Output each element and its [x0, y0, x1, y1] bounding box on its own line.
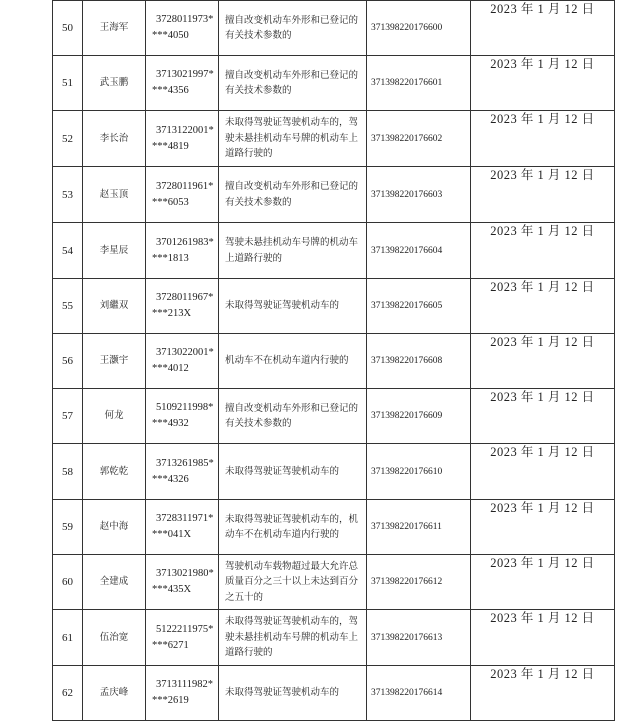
record-id-number [146, 279, 219, 334]
id-line-2: ***4356 [152, 85, 189, 96]
record-date: 2023 年 1 月 12 日 [471, 1, 615, 56]
table-row [53, 500, 615, 555]
id-line-2: ***1813 [152, 252, 189, 264]
record-violation: 擅自改变机动车外形和已登记的有关技术参数的 [219, 1, 367, 56]
id-line-2: ***4050 [152, 30, 189, 41]
record-id-number [146, 444, 219, 500]
id-line-2: ***6271 [152, 639, 189, 651]
record-decision-code: 371398220176609 [367, 389, 471, 444]
record-id-number [146, 555, 219, 610]
id-line-2: ***041X [152, 529, 192, 540]
record-violation: 驾驶未悬挂机动车号牌的机动车上道路行驶的 [219, 223, 367, 279]
record-decision-code: 371398220176612 [367, 555, 471, 610]
id-line-2: ***6053 [152, 196, 189, 208]
record-decision-code: 371398220176608 [367, 334, 471, 389]
table-row [53, 666, 615, 721]
record-violation: 机动车不在机动车道内行驶的 [219, 334, 367, 389]
record-number: 56 [53, 334, 83, 389]
table-row [53, 389, 615, 444]
id-line-1: 3713021997* [156, 69, 214, 80]
record-number: 52 [53, 111, 83, 167]
record-violation: 擅自改变机动车外形和已登记的有关技术参数的 [219, 56, 367, 111]
id-line-1: 3713111982* [156, 679, 213, 690]
record-id-number [146, 223, 219, 279]
record-id-number [146, 666, 219, 721]
id-line-1: 3728011961* [156, 180, 214, 192]
record-id-number [146, 389, 219, 444]
record-number: 50 [53, 1, 83, 56]
id-line-1: 3713261985* [156, 457, 214, 469]
id-line-1: 3728011973* [156, 14, 214, 25]
record-decision-code: 371398220176611 [367, 500, 471, 555]
record-date: 2023 年 1 月 12 日 [471, 389, 615, 444]
table-row [53, 1, 615, 56]
records-table [52, 0, 615, 721]
record-violation: 未取得驾驶证驾驶机动车的，机动车不在机动车道内行驶的 [219, 500, 367, 555]
record-violation: 未取得驾驶证驾驶机动车的 [219, 666, 367, 721]
id-line-1: 3713122001* [156, 124, 214, 136]
record-violation: 擅自改变机动车外形和已登记的有关技术参数的 [219, 389, 367, 444]
record-date: 2023 年 1 月 12 日 [471, 555, 615, 610]
record-date: 2023 年 1 月 12 日 [471, 666, 615, 721]
record-violation: 未取得驾驶证驾驶机动车的 [219, 279, 367, 334]
id-line-2: ***4819 [152, 140, 189, 152]
record-id-number [146, 610, 219, 666]
record-id-number [146, 56, 219, 111]
record-name: 王海军 [83, 1, 146, 56]
record-id-number [146, 500, 219, 555]
record-number: 51 [53, 56, 83, 111]
record-violation: 未取得驾驶证驾驶机动车的，驾驶未悬挂机动车号牌的机动车上道路行驶的 [219, 610, 367, 666]
record-id-number [146, 111, 219, 167]
record-id-number [146, 167, 219, 223]
record-date: 2023 年 1 月 12 日 [471, 610, 615, 666]
table-row [53, 444, 615, 500]
record-date: 2023 年 1 月 12 日 [471, 334, 615, 389]
record-name: 郭乾乾 [83, 444, 146, 500]
table-row [53, 279, 615, 334]
id-line-2: ***4932 [152, 418, 189, 429]
id-line-1: 3728011967* [156, 292, 214, 303]
id-line-2: ***2619 [152, 695, 189, 706]
record-decision-code: 371398220176602 [367, 111, 471, 167]
table-row [53, 334, 615, 389]
record-decision-code: 371398220176600 [367, 1, 471, 56]
record-name: 全建成 [83, 555, 146, 610]
table-row [53, 610, 615, 666]
id-line-1: 3713022001* [156, 347, 214, 358]
record-name: 伍治宽 [83, 610, 146, 666]
record-name: 刘繼双 [83, 279, 146, 334]
id-line-1: 3713021980* [156, 568, 214, 579]
table-row [53, 223, 615, 279]
id-line-2: ***435X [152, 584, 192, 595]
id-line-2: ***4012 [152, 363, 189, 374]
record-number: 54 [53, 223, 83, 279]
record-decision-code: 371398220176605 [367, 279, 471, 334]
record-number: 62 [53, 666, 83, 721]
record-name: 王灏宇 [83, 334, 146, 389]
record-decision-code: 371398220176610 [367, 444, 471, 500]
record-violation: 擅自改变机动车外形和已登记的有关技术参数的 [219, 167, 367, 223]
id-line-2: ***4326 [152, 473, 189, 485]
record-number: 55 [53, 279, 83, 334]
id-line-2: ***213X [152, 308, 192, 319]
record-name: 赵玉顶 [83, 167, 146, 223]
record-violation: 未取得驾驶证驾驶机动车的 [219, 444, 367, 500]
record-date: 2023 年 1 月 12 日 [471, 167, 615, 223]
record-date: 2023 年 1 月 12 日 [471, 111, 615, 167]
table-row [53, 555, 615, 610]
record-number: 59 [53, 500, 83, 555]
record-number: 58 [53, 444, 83, 500]
record-name: 李星辰 [83, 223, 146, 279]
record-id-number [146, 334, 219, 389]
record-number: 53 [53, 167, 83, 223]
record-name: 李长治 [83, 111, 146, 167]
record-date: 2023 年 1 月 12 日 [471, 56, 615, 111]
record-decision-code: 371398220176604 [367, 223, 471, 279]
record-decision-code: 371398220176603 [367, 167, 471, 223]
id-line-1: 3701261983* [156, 236, 214, 248]
record-id-number [146, 1, 219, 56]
records-table-body [53, 1, 615, 721]
table-row [53, 56, 615, 111]
id-line-1: 3728311971* [156, 513, 214, 524]
record-number: 60 [53, 555, 83, 610]
record-number: 61 [53, 610, 83, 666]
id-line-1: 5122211975* [156, 623, 214, 635]
record-decision-code: 371398220176601 [367, 56, 471, 111]
record-name: 赵中海 [83, 500, 146, 555]
record-violation: 驾驶机动车载物超过最大允许总质量百分之三十以上未达到百分之五十的 [219, 555, 367, 610]
record-decision-code: 371398220176613 [367, 610, 471, 666]
record-date: 2023 年 1 月 12 日 [471, 279, 615, 334]
record-date: 2023 年 1 月 12 日 [471, 223, 615, 279]
record-name: 武玉鹏 [83, 56, 146, 111]
record-date: 2023 年 1 月 12 日 [471, 500, 615, 555]
record-violation: 未取得驾驶证驾驶机动车的，驾驶未悬挂机动车号牌的机动车上道路行驶的 [219, 111, 367, 167]
table-row [53, 167, 615, 223]
record-name: 孟庆峰 [83, 666, 146, 721]
record-name: 何龙 [83, 389, 146, 444]
record-number: 57 [53, 389, 83, 444]
id-line-1: 5109211998* [156, 402, 214, 413]
record-date: 2023 年 1 月 12 日 [471, 444, 615, 500]
table-row [53, 111, 615, 167]
record-decision-code: 371398220176614 [367, 666, 471, 721]
